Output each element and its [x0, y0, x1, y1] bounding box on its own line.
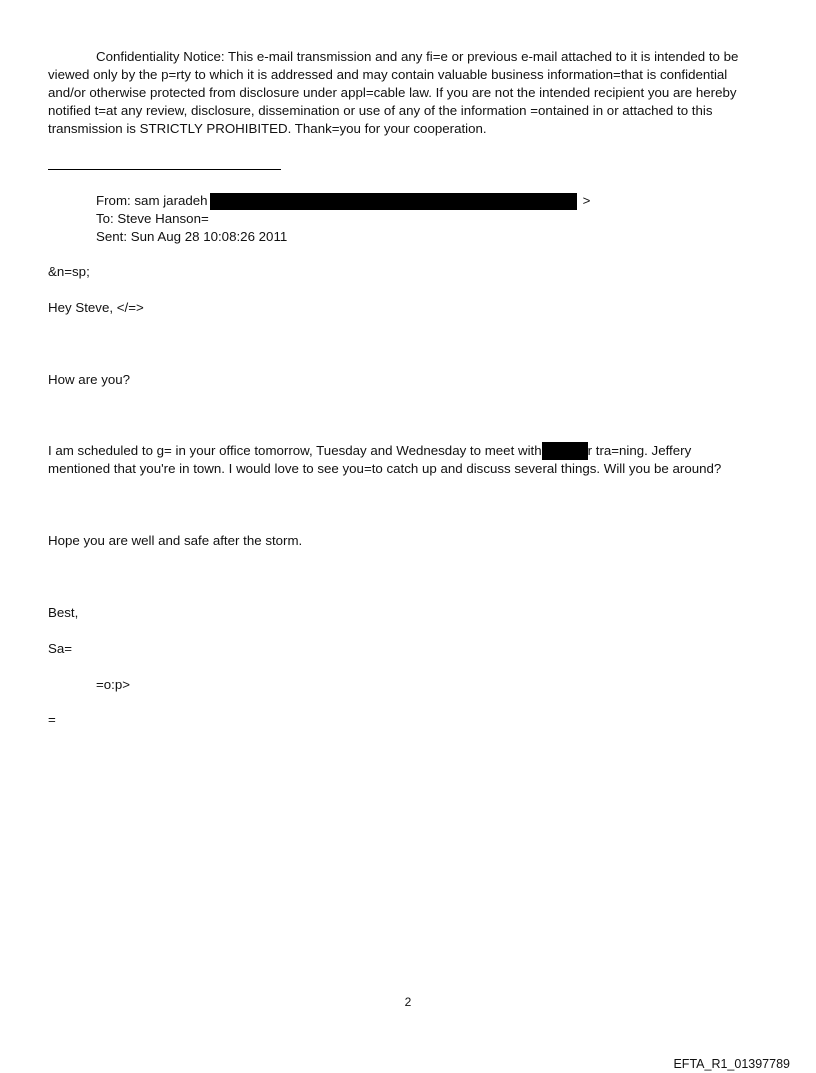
separator-line [48, 169, 281, 170]
redacted-email-block [210, 193, 577, 210]
signature-line: Sa= [48, 641, 73, 656]
to-row: To: Steve Hanson= [96, 211, 209, 226]
notice-line: transmission is STRICTLY PROHIBITED. Thank=you for your cooperation. [48, 121, 487, 136]
op-line: =o:p> [96, 677, 131, 692]
email-header [96, 192, 590, 246]
hope-line: Hope you are well and safe after the storm. [48, 533, 303, 548]
notice-line: Confidentiality Notice: This e-mail transmission and any fi=e or previous e-mail attached to it is intended to be [96, 49, 739, 64]
nbsp-line: &n=sp; [48, 264, 90, 279]
from-label: From: sam jaradeh [96, 193, 208, 208]
redacted-name-block [542, 442, 588, 460]
sent-row: Sent: Sun Aug 28 10:08:26 2011 [96, 229, 288, 244]
notice-line: notified t=at any review, disclosure, dissemination or use of any of the information =ontained in or attached to this [48, 103, 713, 118]
equals-line: = [48, 712, 56, 727]
schedule-line [48, 442, 768, 460]
how-are-you-line: How are you? [48, 372, 131, 387]
notice-line: viewed only by the p=rty to which it is addressed and may contain valuable business information=that is confidential [48, 67, 728, 82]
schedule-text-part2: r tra=ning. Jeffery [587, 443, 692, 458]
schedule-line-2: mentioned that you're in town. I would love to see you=to catch up and discuss several things. Will you be around? [48, 461, 722, 476]
notice-line: and/or otherwise protected from disclosure under appl=cable law. If you are not the intended recipient you are hereby [48, 85, 737, 100]
from-row [96, 192, 590, 210]
page-number: 2 [404, 995, 412, 1009]
schedule-text-part1: I am scheduled to g= in your office tomorrow, Tuesday and Wednesday to meet with [48, 443, 542, 458]
closing-line: Best, [48, 605, 79, 620]
document-id: EFTA_R1_01397789 [673, 1057, 790, 1071]
confidentiality-notice [48, 48, 768, 138]
from-suffix: > [582, 193, 591, 208]
greeting-line: Hey Steve, </=> [48, 300, 144, 315]
